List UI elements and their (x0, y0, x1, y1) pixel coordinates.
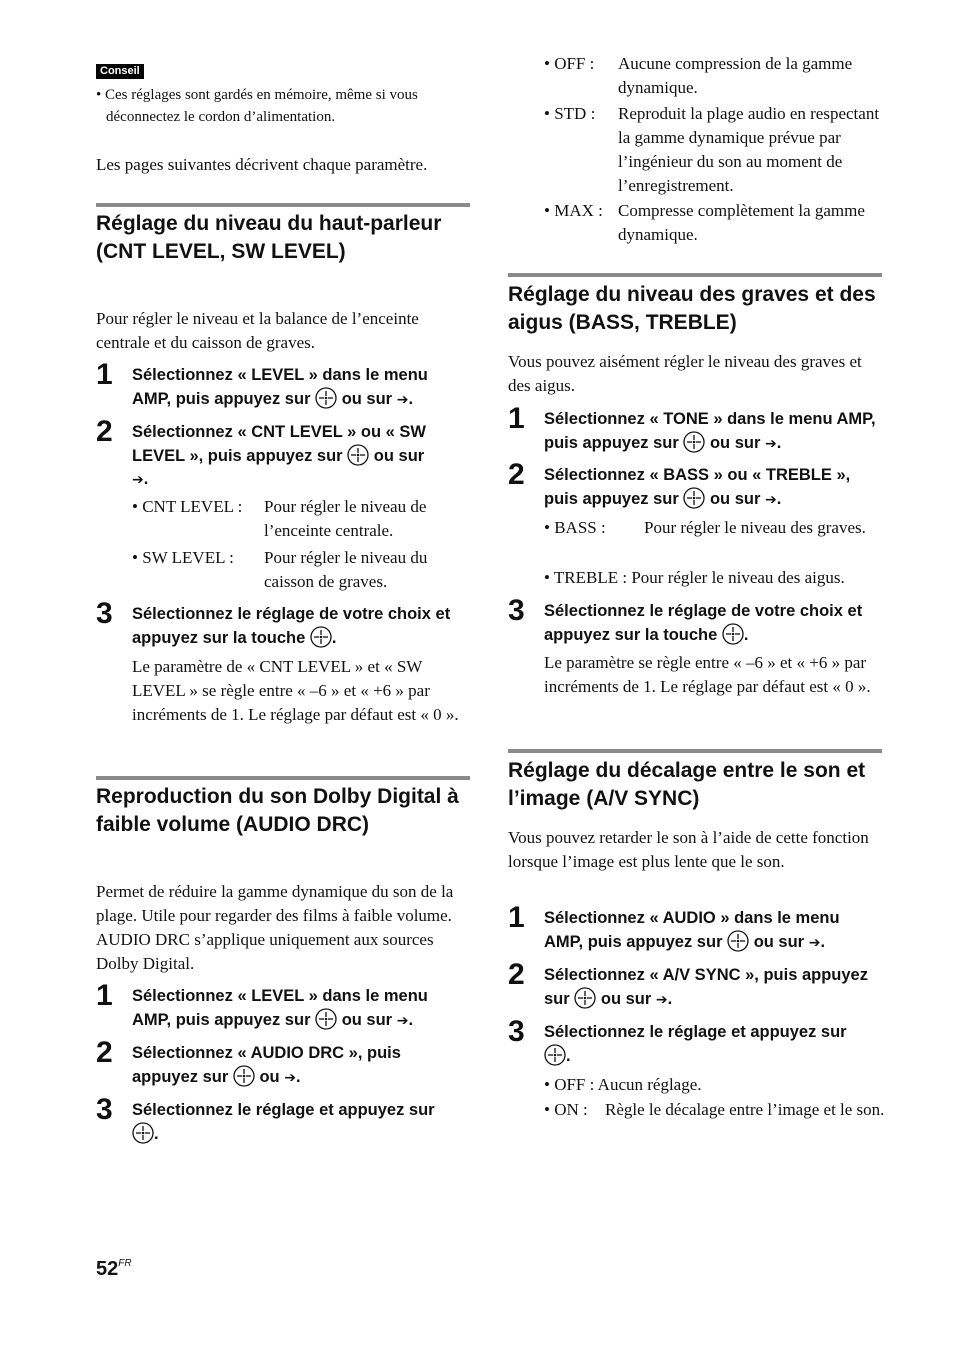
section-heading-bass-treble: Réglage du niveau des graves et des aigus (BASS, TREBLE) (508, 283, 876, 334)
option-cnt-level: • CNT LEVEL : Pour régler le niveau de l’enceinte centrale. (132, 497, 427, 540)
section-body: Vous pouvez aisément régler le niveau des graves et des aigus. (508, 352, 862, 395)
option-off: • OFF : Aucun réglage. (544, 1075, 702, 1094)
step-number: 2 (96, 1036, 113, 1069)
step-number: 1 (508, 901, 525, 934)
enter-button-icon (544, 1044, 566, 1066)
step-text: Sélectionnez « LEVEL » dans le menu AMP, puis appuyez sur ou sur ➔. (132, 364, 470, 412)
step-number: 3 (96, 597, 113, 630)
section-rule (96, 776, 470, 780)
step-2 (96, 415, 470, 492)
intro-text: Les pages suivantes décrivent chaque paramètre. (96, 155, 428, 174)
section-body: Pour régler le niveau et la balance de l’enceinte centrale et du caisson de graves. (96, 309, 419, 352)
option-on: • ON : Règle le décalage entre l’image et le son. (544, 1100, 885, 1119)
step-text: Sélectionnez le réglage de votre choix et appuyez sur la touche . (132, 605, 451, 647)
enter-button-icon (574, 987, 596, 1009)
step-note: Le paramètre de « CNT LEVEL » et « SW LEVEL » se règle entre « –6 » et « +6 » par incréments de 1. Le réglage par défaut est « 0 ». (132, 657, 459, 724)
arrow-right-icon: ➔ (764, 492, 777, 508)
arrow-right-icon: ➔ (396, 392, 409, 408)
step-number: 1 (96, 358, 113, 391)
tip-box (96, 61, 144, 79)
enter-button-icon (683, 487, 705, 509)
option-off: • OFF : Aucune compression de la gamme dynamique. (544, 54, 853, 97)
step-number: 1 (508, 402, 525, 435)
enter-button-icon (310, 626, 332, 648)
step-text: Sélectionnez « AUDIO » dans le menu AMP, puis appuyez sur ou sur ➔. (544, 907, 882, 955)
step-number: 3 (96, 1093, 113, 1126)
step-2 (508, 458, 882, 512)
section-body: Permet de réduire la gamme dynamique du son de la plage. Utile pour regarder des films à faible volume. AUDIO DRC s’applique uniquement aux sources Dolby Digital. (96, 882, 454, 973)
step-number: 2 (96, 415, 113, 448)
page-number: $52^{FR}$ (96, 1258, 132, 1280)
section-heading-speaker-level: Réglage du niveau du haut-parleur (CNT LEVEL, SW LEVEL) (96, 212, 442, 263)
step-number: 2 (508, 958, 525, 991)
enter-button-icon (727, 930, 749, 952)
step-3 (96, 1093, 470, 1146)
enter-button-icon (315, 387, 337, 409)
arrow-right-icon: ➔ (132, 472, 144, 488)
section-heading-audio-drc: Reproduction du son Dolby Digital à faible volume (AUDIO DRC) (96, 785, 459, 836)
step-3 (508, 1015, 882, 1068)
enter-button-icon (683, 431, 705, 453)
option-treble: • TREBLE : Pour régler le niveau des aigus. (544, 568, 845, 587)
step-number: 2 (508, 458, 525, 491)
enter-button-icon (132, 1122, 154, 1144)
step-number: 1 (96, 979, 113, 1012)
section-rule (508, 273, 882, 277)
step-note: Le paramètre se règle entre « –6 » et « +6 » par incréments de 1. Le réglage par défaut est « 0 ». (544, 653, 871, 696)
step-text: Sélectionnez « A/V SYNC », puis appuyez sur ou sur ➔. (544, 964, 882, 1012)
step-3 (96, 597, 470, 650)
option-max: • MAX : Compresse complètement la gamme dynamique. (544, 201, 865, 244)
step-1 (96, 358, 470, 412)
step-text: Sélectionnez le réglage et appuyez sur . (132, 1101, 435, 1143)
step-1 (508, 402, 882, 456)
enter-button-icon (347, 444, 369, 466)
step-text: Sélectionnez le réglage et appuyez sur . (544, 1023, 847, 1065)
step-text: Sélectionnez « LEVEL » dans le menu AMP, puis appuyez sur ou sur ➔. (132, 985, 470, 1033)
step-text: Sélectionnez « CNT LEVEL » ou « SW LEVEL », puis appuyez sur ou sur ➔. (132, 421, 470, 492)
step-2 (508, 958, 882, 1012)
section-body: Vous pouvez retarder le son à l’aide de cette fonction lorsque l’image est plus lente que le son. (508, 828, 869, 871)
arrow-right-icon: ➔ (655, 992, 668, 1008)
step-3 (508, 594, 882, 647)
step-number: 3 (508, 594, 525, 627)
arrow-right-icon: ➔ (284, 1070, 296, 1086)
section-rule (96, 203, 470, 207)
step-text: Sélectionnez « AUDIO DRC », puis appuyez sur ou ➔. (132, 1042, 470, 1090)
tip-label: Conseil (96, 64, 144, 79)
step-text: Sélectionnez « TONE » dans le menu AMP, puis appuyez sur ou sur ➔. (544, 408, 882, 456)
arrow-right-icon: ➔ (808, 935, 821, 951)
step-text: Sélectionnez « BASS » ou « TREBLE », puis appuyez sur ou sur ➔. (544, 464, 882, 512)
step-number: 3 (508, 1015, 525, 1048)
enter-button-icon (315, 1008, 337, 1030)
tip-text: • Ces réglages sont gardés en mémoire, même si vous déconnectez le cordon d’alimentation. (96, 87, 418, 125)
option-sw-level: • SW LEVEL : Pour régler le niveau du caisson de graves. (132, 548, 428, 591)
step-2 (96, 1036, 470, 1090)
enter-button-icon (233, 1065, 255, 1087)
option-bass: • BASS : Pour régler le niveau des graves. (544, 518, 866, 537)
section-heading-av-sync: Réglage du décalage entre le son et l’image (A/V SYNC) (508, 759, 866, 810)
arrow-right-icon: ➔ (396, 1013, 409, 1029)
step-1 (96, 979, 470, 1033)
step-text: Sélectionnez le réglage de votre choix et appuyez sur la touche . (544, 602, 863, 644)
section-rule (508, 749, 882, 753)
enter-button-icon (722, 623, 744, 645)
option-std: • STD : Reproduit la plage audio en respectant la gamme dynamique prévue par l’ingénieur du son au moment de l’enregistrement. (544, 104, 880, 195)
arrow-right-icon: ➔ (764, 436, 777, 452)
step-1 (508, 901, 882, 955)
